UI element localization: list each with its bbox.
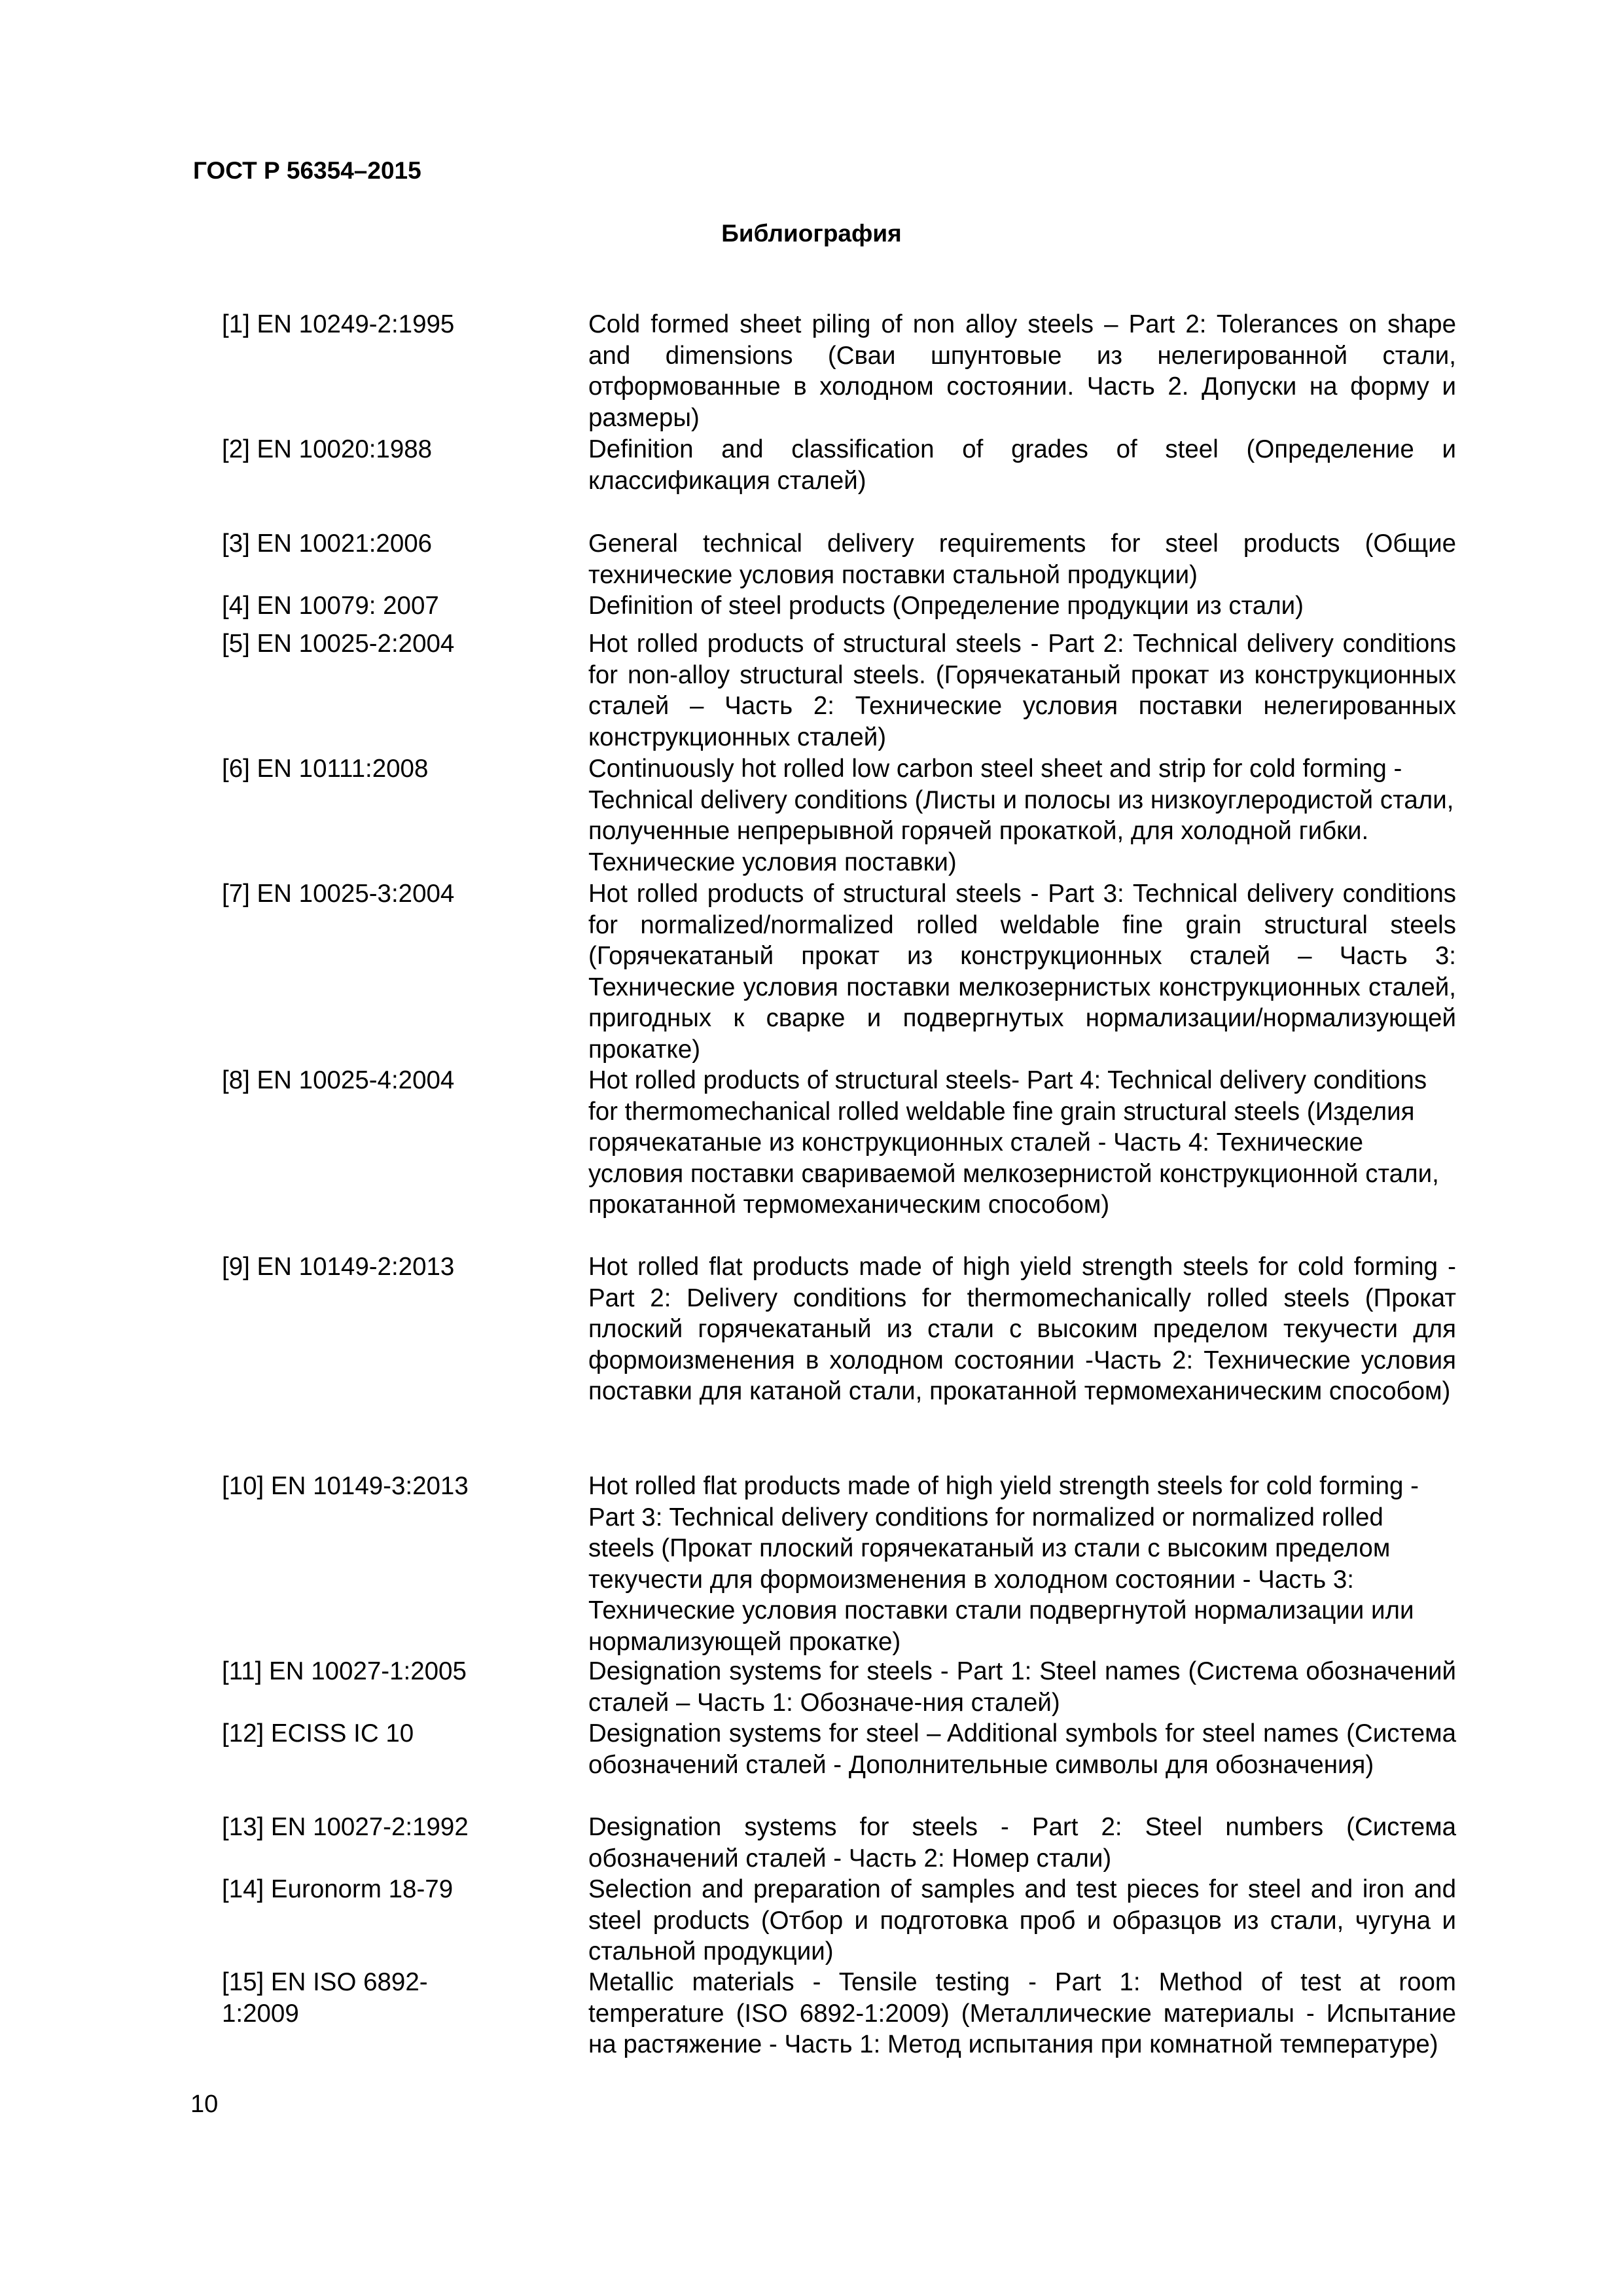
reference-text: Cold formed sheet piling of non alloy steels – Part 2: Tolerances on shape and dimensions (Сваи шпунтовые из нелегированной стали, отформованные в холодном состоянии. Часть 2. Допуски на форму и размеры) bbox=[588, 310, 1456, 432]
reference-text: Metallic materials - Tensile testing - Part 1: Method of test at room temperature (ISO 6892-1:2009) (Металлические материалы - Испытание на растяжение - Часть 1: Метод испытания при комнатной температуре) bbox=[588, 1968, 1456, 2058]
reference-number: [5] EN 10025-2:2004 bbox=[222, 630, 455, 658]
reference-number: [11] EN 10027-1:2005 bbox=[222, 1657, 467, 1685]
reference-text: Hot rolled products of structural steels - Part 3: Technical delivery conditions for normalized/normalized rolled weldable fine grain structural steels (Горячекатаный прокат из конструкционных сталей – Часть 3: Технические условия поставки мелкозернистых конструкционных сталей, пригодных к сварке и подвергнутых нормализации/нормализующей прокатке) bbox=[588, 880, 1456, 1064]
reference-number: [8] EN 10025-4:2004 bbox=[222, 1066, 455, 1094]
document-code: ГОСТ Р 56354–2015 bbox=[193, 157, 421, 184]
reference-text: Hot rolled flat products made of high yield strength steels for cold forming - Part 2: Delivery conditions for thermomechanically rolled steels (Прокат плоский горячекатаный из стали с высоким пределом текучести для формоизменения в холодном состоянии -Часть 2: Технические условия поставки для катаной стали, прокатанной термомеханическим способом) bbox=[588, 1253, 1456, 1405]
reference-number: [9] EN 10149-2:2013 bbox=[222, 1253, 455, 1281]
reference-number: [3] EN 10021:2006 bbox=[222, 529, 433, 558]
reference-number: [12] ECISS IC 10 bbox=[222, 1719, 414, 1748]
reference-text: Designation systems for steels - Part 2: Steel numbers (Система обозначений сталей - Часть 2: Номер стали) bbox=[588, 1813, 1456, 1873]
reference-number: [6] EN 10111:2008 bbox=[222, 755, 429, 783]
reference-number: [14] Euronorm 18-79 bbox=[222, 1875, 454, 1903]
reference-text: Hot rolled flat products made of high yield strength steels for cold forming - Part 3: Technical delivery conditions for normalized or normalized rolled steels (Прокат плоский горячекатаный из стали с высоким пределом текучести для формоизменения в холодном состоянии - Часть 3: Технические условия поставки стали подвергнутой нормализации или нормализующей прокатке) bbox=[588, 1472, 1419, 1656]
page-number: 10 bbox=[190, 2090, 219, 2118]
reference-number: [4] EN 10079: 2007 bbox=[222, 592, 439, 620]
reference-text: Designation systems for steels - Part 1: Steel names (Система обозначений сталей – Часть 1: Обозначе-ния сталей) bbox=[588, 1657, 1456, 1717]
reference-text: Designation systems for steel – Additional symbols for steel names (Система обозначений сталей - Дополнительные символы для обозначения) bbox=[588, 1719, 1456, 1779]
reference-text: Continuously hot rolled low carbon steel sheet and strip for cold forming - Technical delivery conditions (Листы и полосы из низкоуглеродистой стали, полученные непрерывной горячей прокаткой, для холодной гибки. Технические условия поставки) bbox=[588, 755, 1454, 876]
reference-text: Selection and preparation of samples and test pieces for steel and iron and steel products (Отбор и подготовка проб и образцов из стали, чугуна и стальной продукции) bbox=[588, 1875, 1456, 1965]
reference-number: [10] EN 10149-3:2013 bbox=[222, 1472, 469, 1500]
reference-text: Definition of steel products (Определение продукции из стали) bbox=[588, 592, 1304, 620]
reference-text: Hot rolled products of structural steels - Part 2: Technical delivery conditions for non-alloy structural steels. (Горячекатаный прокат из конструкционных сталей – Часть 2: Технические условия поставки нелегированных конструкционных сталей) bbox=[588, 630, 1456, 751]
reference-number: [2] EN 10020:1988 bbox=[222, 435, 433, 463]
reference-text: General technical delivery requirements for steel products (Общие технические условия поставки стальной продукции) bbox=[588, 529, 1456, 589]
reference-number: [15] EN ISO 6892- 1:2009 bbox=[222, 1968, 428, 2028]
reference-text: Hot rolled products of structural steels- Part 4: Technical delivery conditions for thermomechanical rolled weldable fine grain structural steels (Изделия горячекатаные из конструкционных сталей - Часть 4: Технические условия поставки свариваемой мелкозернистой конструкционной стали, прокатанной термомеханическим способом) bbox=[588, 1066, 1439, 1219]
page-title: Библиография bbox=[721, 220, 902, 247]
reference-text: Definition and classification of grades of steel (Определение и классификация сталей) bbox=[588, 435, 1456, 495]
reference-number: [13] EN 10027-2:1992 bbox=[222, 1813, 469, 1841]
reference-number: [1] EN 10249-2:1995 bbox=[222, 310, 455, 338]
reference-number: [7] EN 10025-3:2004 bbox=[222, 880, 455, 908]
